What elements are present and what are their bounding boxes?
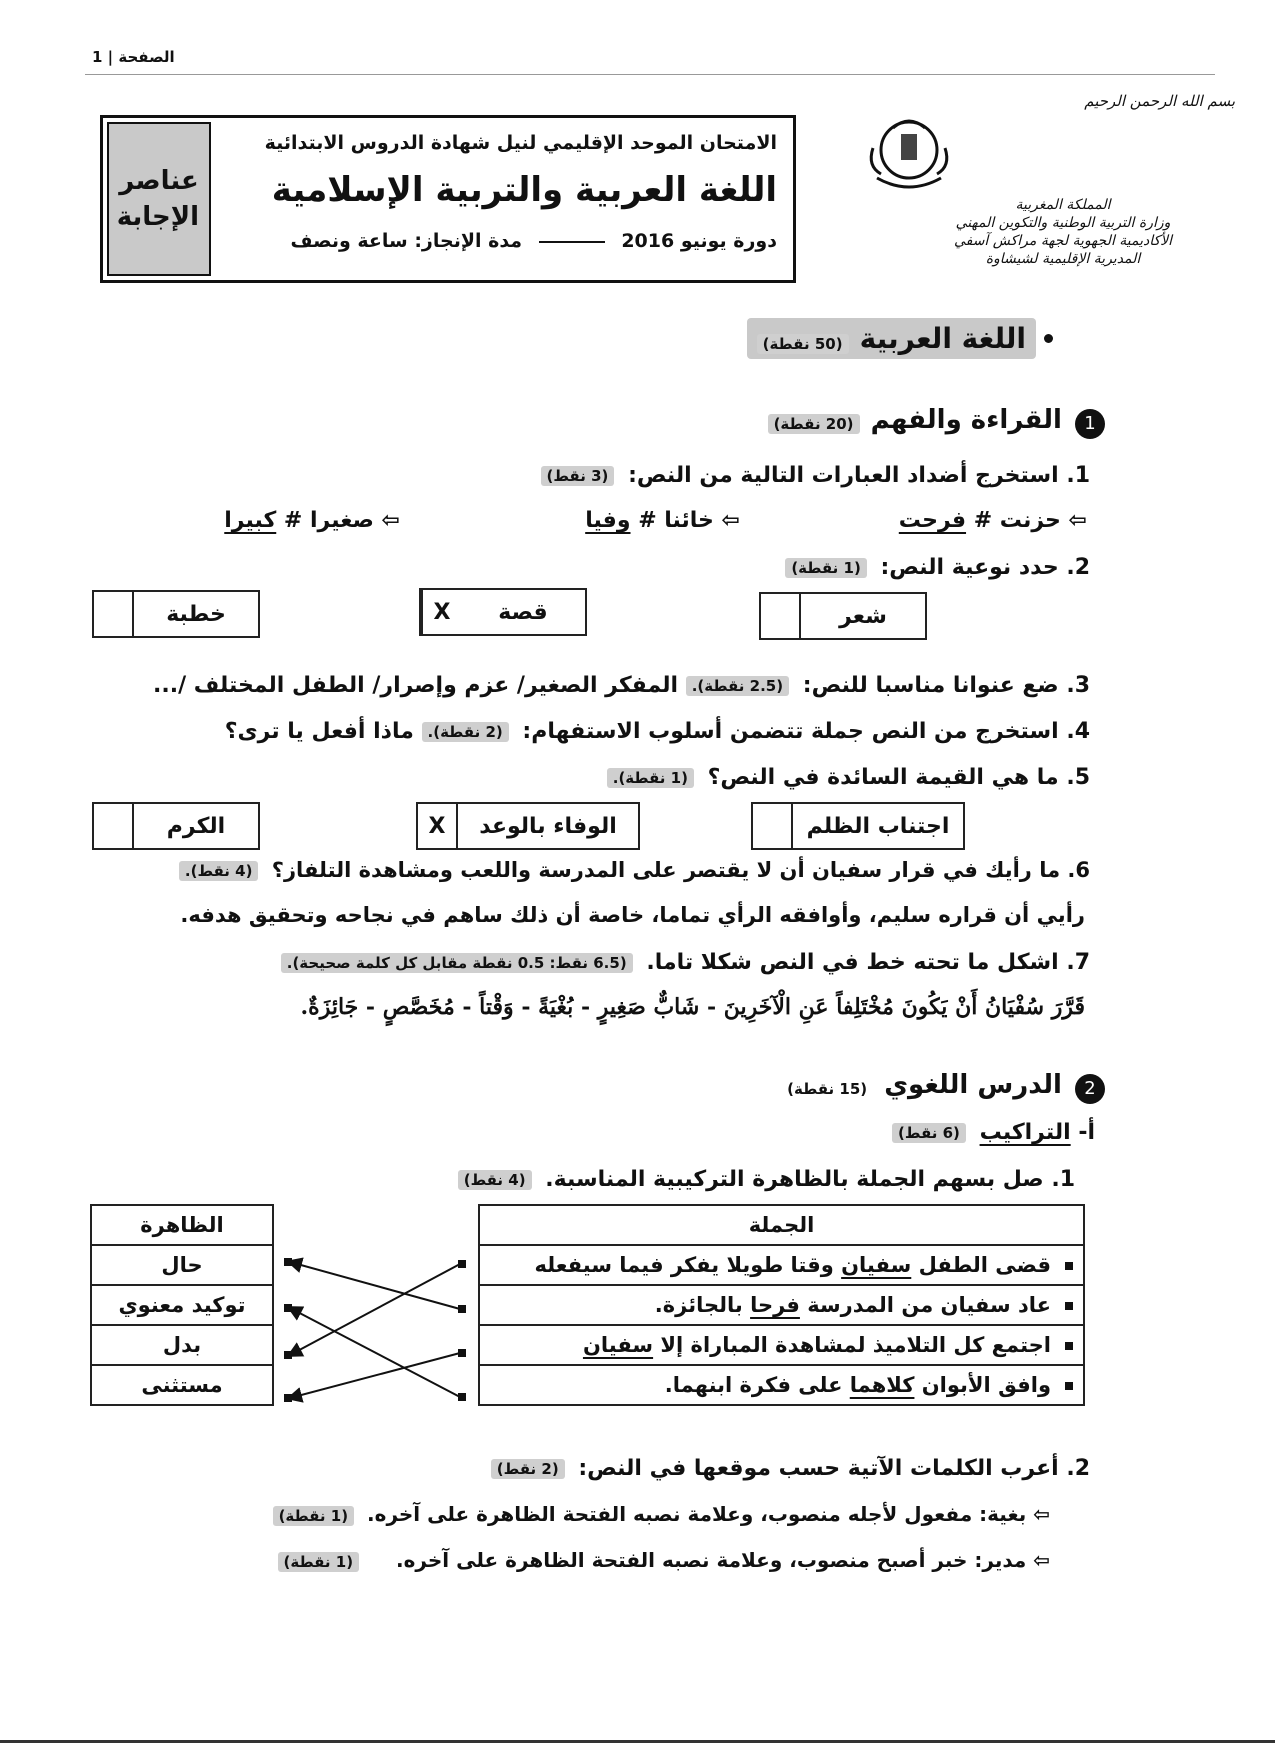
institution-block: [913, 196, 1213, 268]
antonym-answer: كبيرا: [224, 508, 277, 533]
q5-text: 5. ما هي القيمة السائدة في النص؟: [707, 765, 1090, 790]
parsing-answer-text: ⇦ بغية: مفعول لأجله منصوب، وعلامة نصبه الفتحة الظاهرة على آخره.: [367, 1502, 1050, 1526]
sentence-text: اجتمع كل التلاميذ لمشاهدة المباراة إلا: [653, 1333, 1051, 1357]
option-label: قصة: [498, 599, 548, 625]
arrow-dot: [284, 1304, 292, 1312]
q2-text: 2. حدد نوعية النص:: [880, 555, 1090, 580]
arrow-dot: [458, 1260, 466, 1268]
table-row: [479, 1325, 1084, 1365]
q4-answer: ماذا أفعل يا ترى؟: [224, 719, 414, 744]
subsection-a-title: التراكيب: [979, 1120, 1071, 1145]
sentence-text: وقتا طويلا يفكر فيما سيفعله: [534, 1253, 842, 1277]
part2-points: (15 نقطة): [787, 1079, 868, 1098]
table-row: [479, 1285, 1084, 1325]
institution-line: وزارة التربية الوطنية والتكوين المهني: [955, 215, 1171, 231]
table-row: [479, 1365, 1084, 1405]
sentence-text: بالجائزة.: [654, 1293, 751, 1317]
matching-question: [458, 1167, 1075, 1192]
question-6: [179, 858, 1090, 882]
table-row: حال: [91, 1245, 273, 1285]
antonym-word: ⇦ صغيرا #: [283, 508, 400, 533]
arrow-dot: [458, 1349, 466, 1357]
parsing-question: [491, 1456, 1090, 1481]
option-checkbox: X: [421, 590, 461, 634]
bullet-icon: [1065, 1342, 1073, 1350]
sentence-underlined: سفيان: [841, 1253, 912, 1277]
part1-points: (20 نقطة): [768, 414, 860, 434]
sentence-underlined: سفيان: [582, 1333, 654, 1357]
table-row: [479, 1245, 1084, 1285]
exam-header-box: [100, 115, 796, 283]
sentences-header: الجملة: [479, 1205, 1084, 1245]
antonym-word: ⇦ حزنت #: [973, 508, 1087, 533]
question-1: [541, 463, 1090, 488]
q3-answer: المفكر الصغير/ عزم وإصرار/ الطفل المختلف /...: [153, 673, 679, 698]
page-label: الصفحة | 1: [92, 48, 175, 66]
institution-line: المديرية الإقليمية لشيشاوة: [985, 251, 1141, 267]
option-checkbox: [761, 594, 801, 638]
matching-arrows: [274, 1240, 478, 1440]
option-checkbox: [753, 804, 793, 848]
antonym-pair: [585, 508, 740, 533]
bottom-rule: [0, 1740, 1275, 1743]
q1-text: 1. استخرج أضداد العبارات التالية من النص:: [628, 463, 1090, 488]
session-line: [290, 230, 777, 252]
arrow-dot: [458, 1305, 466, 1313]
q3-points: (2.5 نقطة).: [686, 676, 789, 696]
parsing-answer: [273, 1502, 1050, 1526]
basmala: بسم الله الرحمن الرحيم: [1084, 92, 1235, 110]
q5-points: (1 نقطة).: [607, 768, 694, 788]
arrow-dot: [458, 1393, 466, 1401]
bullet-icon: [1065, 1302, 1073, 1310]
option-box: [759, 592, 927, 640]
bullet-icon: [1044, 334, 1053, 343]
subsection-a: [892, 1120, 1095, 1145]
parsing-points: (2 نقط): [491, 1459, 565, 1479]
table-row: توكيد معنوي: [91, 1285, 273, 1325]
antonym-pair: [224, 508, 400, 533]
question-5: [607, 765, 1090, 790]
part2-heading: [781, 1070, 1105, 1104]
antonym-word: ⇦ خائنا #: [638, 508, 740, 533]
q6-answer: رأيي أن قراره سليم، وأوافقه الرأي تماما، خاصة أن ذلك ساهم في نجاحه وتحقيق هدفه.: [180, 903, 1085, 927]
top-rule: [85, 74, 1215, 75]
institution-line: المملكة المغربية: [1015, 197, 1111, 213]
q2-points: (1 نقطة): [785, 558, 867, 578]
sentence-text: وافق الأبوان: [914, 1373, 1051, 1397]
part1-number-icon: 1: [1075, 409, 1105, 439]
section-title: اللغة العربية: [859, 322, 1026, 355]
option-label: خطبة: [166, 601, 226, 627]
arrow: [290, 1308, 460, 1397]
antonym-answer: فرحت: [898, 508, 967, 533]
q7-answer: قَرَّرَ سُفْيَانُ أَنْ يَكُونَ مُخْتَلِفاً عَنِ الْآخَرِينَ - شَابٌّ صَغِيرٍ - بُغْيَةً - وَقْتاً - مُخَصَّصٍ - جَائِزَةٌ.: [300, 994, 1085, 1020]
table-row: بدل: [91, 1325, 273, 1365]
option-box: [92, 802, 260, 850]
matching-points: (4 نقط): [458, 1170, 532, 1190]
parsing-answer: [278, 1548, 1050, 1572]
answer-key-label: عناصر الإجابة: [116, 166, 199, 232]
section-heading: [747, 318, 1053, 359]
option-box: [419, 588, 587, 636]
arrow-dot: [284, 1258, 292, 1266]
emblem-logo: [863, 108, 955, 198]
arrow: [290, 1353, 460, 1398]
part2-number-icon: 2: [1075, 1074, 1105, 1104]
option-label: الوفاء بالوعد: [479, 813, 617, 839]
table-row: مستثنى: [91, 1365, 273, 1405]
matching-text: 1. صل بسهم الجملة بالظاهرة التركيبية المناسبة.: [545, 1167, 1075, 1192]
option-label: الكرم: [166, 813, 226, 839]
session: دورة يونيو 2016: [621, 230, 777, 252]
sentence-text: قضى الطفل: [911, 1253, 1051, 1277]
sentence-text: على فكرة ابنهما.: [664, 1373, 850, 1397]
exam-title: الامتحان الموحد الإقليمي لنيل شهادة الدروس الابتدائية: [264, 132, 777, 154]
q4-text: 4. استخرج من النص جملة تتضمن أسلوب الاستفهام:: [522, 719, 1090, 744]
question-4: [225, 719, 1090, 744]
sentences-table: [478, 1204, 1085, 1406]
sentence-text: عاد سفيان من المدرسة: [799, 1293, 1051, 1317]
arrow-dot: [284, 1351, 292, 1359]
parsing-text: 2. أعرب الكلمات الآتية حسب موقعها في النص:: [578, 1456, 1090, 1481]
option-box: [416, 802, 640, 850]
option-checkbox: [94, 804, 134, 848]
section-points: (50 نقطة): [757, 334, 849, 354]
sentence-underlined: فرحا: [750, 1293, 800, 1317]
option-box: [92, 590, 260, 638]
parsing-answer-points: (1 نقطة): [273, 1506, 355, 1526]
option-label: شعر: [839, 603, 887, 629]
q3-text: 3. ضع عنوانا مناسبا للنص:: [802, 673, 1090, 698]
arrow: [290, 1262, 460, 1309]
option-checkbox: [94, 592, 134, 636]
sentence-underlined: كلاهما: [849, 1373, 915, 1397]
option-box: [751, 802, 965, 850]
phenomena-table: [90, 1204, 274, 1406]
q6-text: 6. ما رأيك في قرار سفيان أن لا يقتصر على المدرسة واللعب ومشاهدة التلفاز؟: [271, 858, 1090, 882]
q6-points: (4 نقط).: [179, 861, 259, 881]
part1-heading: [768, 405, 1105, 439]
duration: مدة الإنجاز: ساعة ونصف: [290, 230, 523, 252]
part2-title: الدرس اللغوي: [884, 1070, 1062, 1100]
arrow: [290, 1264, 460, 1355]
answer-key-panel: [107, 122, 211, 276]
q7-text: 7. اشكل ما تحته خط في النص شكلا تاما.: [646, 950, 1090, 975]
question-2: [785, 555, 1090, 580]
question-3: [153, 673, 1090, 698]
subject-title: اللغة العربية والتربية الإسلامية: [271, 170, 777, 210]
subsection-a-points: (6 نقط): [892, 1123, 966, 1143]
arrow-dot: [284, 1394, 292, 1402]
question-7: [281, 950, 1090, 975]
institution-line: الأكاديمية الجهوية لجهة مراكش آسفي: [953, 233, 1173, 249]
phenomena-header: الظاهرة: [91, 1205, 273, 1245]
part1-title: القراءة والفهم: [870, 405, 1062, 435]
option-label: اجتناب الظلم: [806, 813, 950, 839]
q4-points: (2 نقطة).: [422, 722, 509, 742]
q1-points: (3 نقط): [541, 466, 615, 486]
separator-dash: [539, 241, 605, 243]
antonym-answer: وفيا: [585, 508, 631, 533]
bullet-icon: [1065, 1382, 1073, 1390]
parsing-answer-text: ⇦ مدير: خبر أصبح منصوب، وعلامة نصبه الفتحة الظاهرة على آخره.: [396, 1548, 1050, 1572]
bullet-icon: [1065, 1262, 1073, 1270]
option-checkbox: X: [418, 804, 458, 848]
subsection-a-label: أ-: [1078, 1120, 1095, 1145]
antonym-pair: [899, 508, 1087, 533]
q7-points: (6.5 نقط: 0.5 نقطة مقابل كل كلمة صحيحة).: [281, 953, 633, 973]
parsing-answer-points: (1 نقطة): [278, 1552, 360, 1572]
section-title-wrap: [747, 318, 1036, 359]
